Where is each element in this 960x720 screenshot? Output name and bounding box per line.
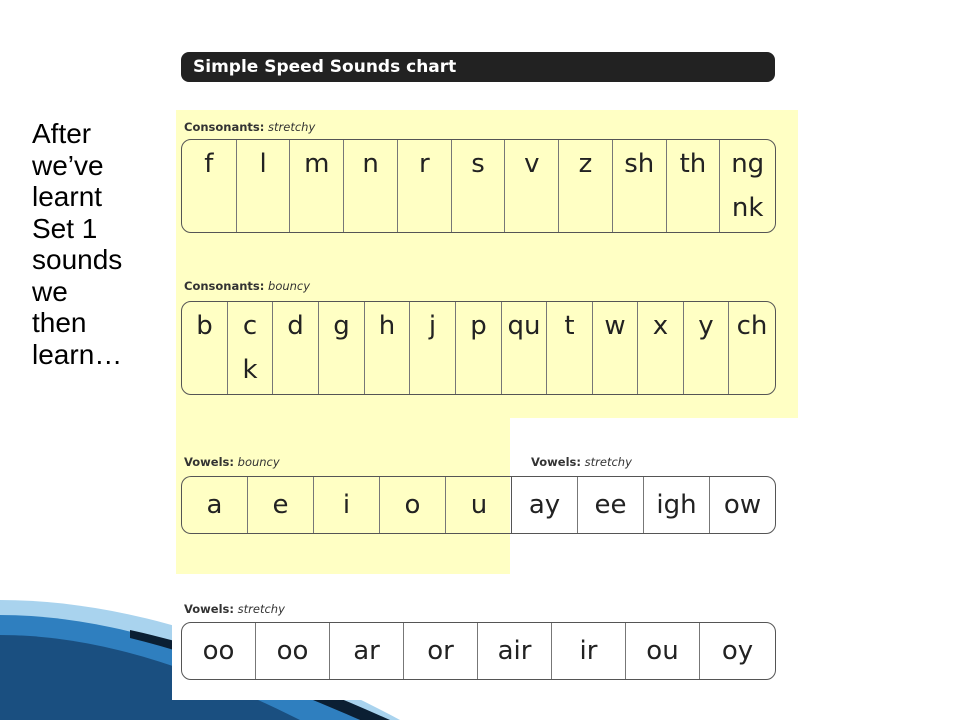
sound-label: x xyxy=(652,311,669,341)
side-caption-line: Set 1 xyxy=(32,212,98,244)
sound-cell xyxy=(248,477,314,533)
sound-label: g xyxy=(333,311,350,341)
sound-cell xyxy=(452,140,506,232)
sound-label: y xyxy=(698,311,714,341)
sound-cell xyxy=(314,477,380,533)
sound-cell xyxy=(644,477,710,533)
side-caption-line: learn… xyxy=(32,338,123,370)
sound-label: ee xyxy=(594,490,627,520)
sound-label: r xyxy=(418,149,430,179)
sound-cell xyxy=(404,623,478,679)
sound-label: igh xyxy=(656,490,697,520)
sound-cell xyxy=(559,140,613,232)
sound-label: v xyxy=(524,149,540,179)
sound-label: j xyxy=(428,311,437,341)
label-italic: stretchy xyxy=(584,455,632,469)
section-label-vowels-bouncy xyxy=(184,455,280,469)
sound-label: i xyxy=(342,490,351,520)
sound-label: qu xyxy=(507,311,541,341)
sound-cell xyxy=(613,140,667,232)
sound-cell xyxy=(380,477,446,533)
sound-cell xyxy=(720,140,775,232)
label-italic: bouncy xyxy=(268,279,311,293)
sound-cell xyxy=(578,477,644,533)
sound-label: w xyxy=(604,311,626,341)
label-italic: bouncy xyxy=(237,455,280,469)
sound-label: or xyxy=(427,636,454,666)
sound-label: th xyxy=(679,149,707,179)
sound-cell xyxy=(552,623,626,679)
section-label-consonants-bouncy xyxy=(184,279,310,293)
sound-label: t xyxy=(564,311,575,341)
sound-cell xyxy=(344,140,398,232)
sound-cell xyxy=(182,302,228,394)
sound-cell xyxy=(502,302,547,394)
sound-cell xyxy=(398,140,452,232)
sound-cell xyxy=(256,623,330,679)
sound-label: ou xyxy=(646,636,679,666)
label-bold: Consonants: xyxy=(184,279,265,293)
sound-cell xyxy=(446,477,512,533)
sound-cell xyxy=(273,302,319,394)
sound-label: b xyxy=(196,311,213,341)
sound-label: ng xyxy=(731,149,765,179)
sound-cell xyxy=(593,302,638,394)
row-consonants-stretchy xyxy=(181,139,776,233)
sound-label: oo xyxy=(276,636,309,666)
label-bold: Vowels: xyxy=(531,455,581,469)
sound-label: nk xyxy=(731,193,764,223)
sound-cell xyxy=(182,623,256,679)
section-label-vowels-stretchy-1 xyxy=(531,455,632,469)
side-caption-line: we xyxy=(32,275,68,307)
label-italic: stretchy xyxy=(237,602,285,616)
sound-label: ir xyxy=(579,636,598,666)
side-caption-line: After xyxy=(32,118,92,149)
side-caption-line: learnt xyxy=(32,181,103,212)
sound-label: ay xyxy=(528,490,561,520)
side-caption-line: sounds xyxy=(32,244,123,275)
sound-label: d xyxy=(287,311,304,341)
sound-cell xyxy=(729,302,775,394)
sound-label: ar xyxy=(353,636,380,666)
sound-cell xyxy=(512,477,578,533)
sound-label: l xyxy=(259,149,267,179)
sound-label: m xyxy=(304,149,330,179)
side-caption-line: we’ve xyxy=(32,149,104,181)
sound-label: u xyxy=(470,490,488,520)
sound-label: z xyxy=(578,149,593,179)
sound-label: oy xyxy=(721,636,754,666)
sound-label: ch xyxy=(736,311,768,341)
sound-label: a xyxy=(206,490,223,520)
sound-label: ow xyxy=(723,490,762,520)
sound-label: s xyxy=(471,149,485,179)
sound-label: n xyxy=(362,149,379,179)
side-caption xyxy=(32,118,162,370)
label-bold: Vowels: xyxy=(184,602,234,616)
label-bold: Consonants: xyxy=(184,120,265,134)
side-caption-line: then xyxy=(32,307,87,338)
sound-label: e xyxy=(272,490,289,520)
sound-cell xyxy=(638,302,684,394)
sound-cell xyxy=(290,140,344,232)
sound-cell xyxy=(505,140,559,232)
sound-cell xyxy=(410,302,456,394)
sound-cell xyxy=(684,302,729,394)
sound-cell xyxy=(330,623,404,679)
sound-cell xyxy=(182,477,248,533)
sound-label: h xyxy=(378,311,396,341)
sound-label: p xyxy=(470,311,487,341)
row-consonants-bouncy xyxy=(181,301,776,395)
sound-cell xyxy=(365,302,410,394)
sound-label: c xyxy=(242,311,258,341)
sound-label: sh xyxy=(624,149,655,179)
sound-cell xyxy=(228,302,273,394)
sound-cell xyxy=(237,140,291,232)
sound-cell xyxy=(700,623,775,679)
sound-cell xyxy=(182,140,237,232)
sound-cell xyxy=(667,140,721,232)
row-vowels-bouncy xyxy=(181,476,513,534)
sound-label: oo xyxy=(202,636,235,666)
label-italic: stretchy xyxy=(268,120,316,134)
sound-cell xyxy=(547,302,593,394)
sound-label: f xyxy=(204,149,214,179)
sound-cell xyxy=(710,477,775,533)
section-label-consonants-stretchy xyxy=(184,120,315,134)
sound-label: k xyxy=(242,355,258,385)
sound-cell xyxy=(319,302,365,394)
label-bold: Vowels: xyxy=(184,455,234,469)
chart-title: Simple Speed Sounds chart xyxy=(181,52,775,82)
sound-cell xyxy=(478,623,552,679)
section-label-vowels-stretchy-2 xyxy=(184,602,285,616)
row-vowels-stretchy-2 xyxy=(181,622,776,680)
row-vowels-stretchy-1 xyxy=(511,476,776,534)
sound-cell xyxy=(626,623,700,679)
sound-label: o xyxy=(404,490,421,520)
sound-label: air xyxy=(497,636,532,666)
sound-cell xyxy=(456,302,502,394)
